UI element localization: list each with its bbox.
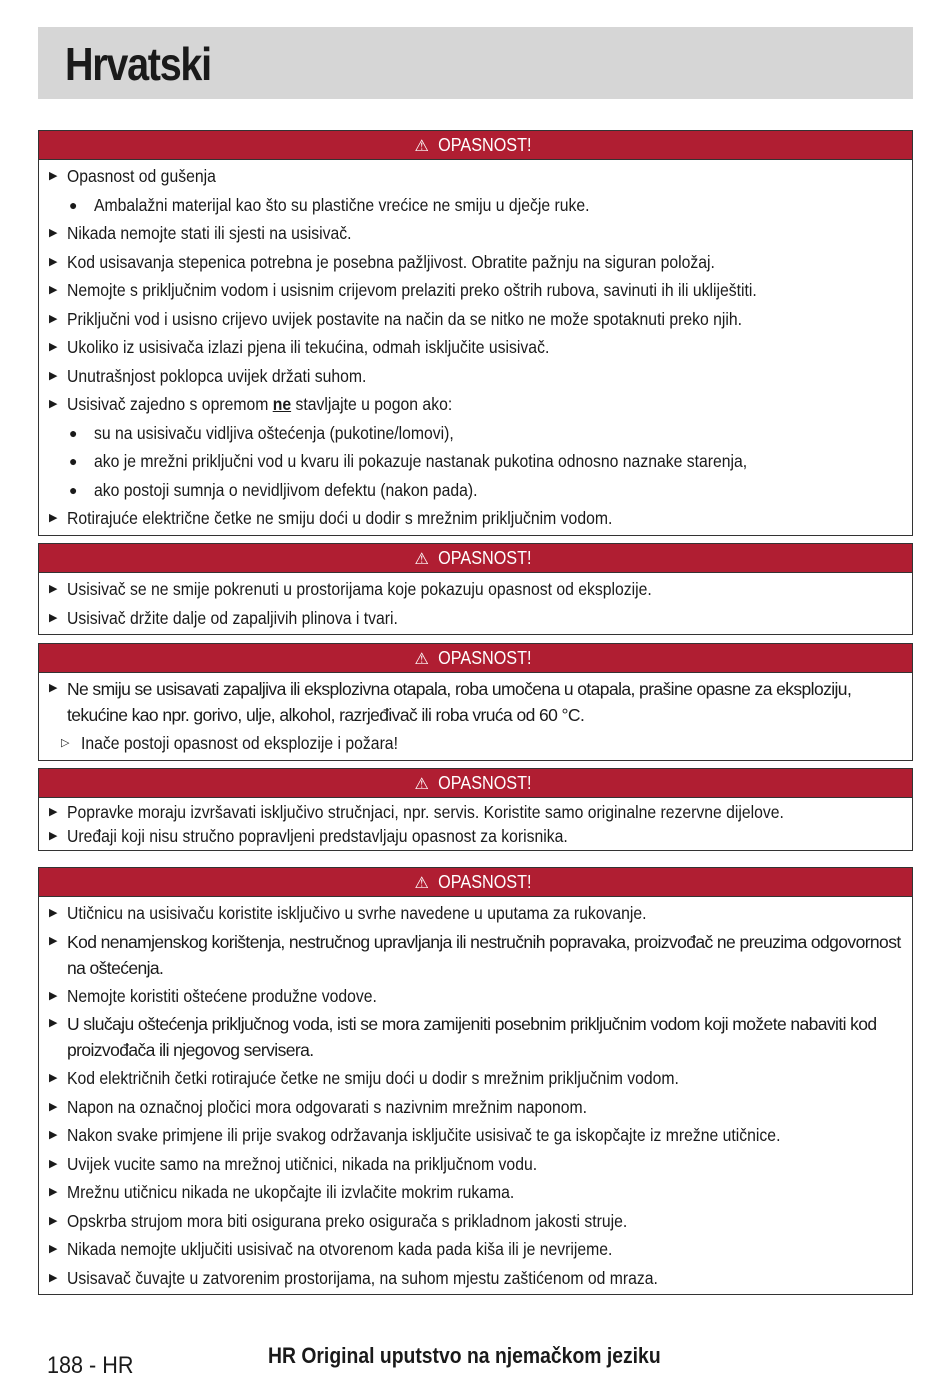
list-item: ▶ Utičnicu na usisivaču koristite isključivo u svrhe navedene u uputama za rukovanje. [39, 899, 912, 928]
danger-box-2 [38, 543, 913, 635]
list-item: ● ako postoji sumnja o nevidljivom defektu (nakon pada). [39, 476, 912, 505]
dot-icon: ● [69, 481, 78, 498]
danger-header: ⚠ OPASNOST! [39, 544, 912, 573]
list-item: ▶ Usisivač zajedno s opremom ne stavljajte u pogon ako: [39, 390, 912, 419]
triangle-right-icon: ▶ [49, 341, 58, 353]
danger-header: ⚠ OPASNOST! [39, 868, 912, 897]
list-item: ▶ Opskrba strujom mora biti osigurana preko osigurača s prikladnom jakosti struje. [39, 1207, 912, 1236]
danger-box-5 [38, 867, 913, 1295]
danger-box-1 [38, 130, 913, 536]
warning-triangle-icon: ⚠ [414, 776, 429, 793]
triangle-right-icon: ▶ [49, 284, 58, 296]
triangle-right-icon: ▶ [49, 227, 58, 239]
warning-triangle-icon: ⚠ [414, 875, 429, 892]
warning-triangle-icon: ⚠ [414, 138, 429, 155]
triangle-right-icon: ▶ [49, 583, 58, 595]
list-item: ▶ Priključni vod i usisno crijevo uvijek postavite na način da se nitko ne može spotaknuti preko njih. [39, 305, 912, 334]
list-item: ▶ Nakon svake primjene ili prije svakog održavanja isključite usisivač te ga iskopčajte iz mrežne utičnice. [39, 1121, 912, 1150]
list-item: ▶ Nemojte s priključnim vodom i usisnim crijevom prelaziti preko oštrih rubova, savinuti ih ili ukliještiti. [39, 276, 912, 305]
list-item: ● su na usisivaču vidljiva oštećenja (pukotine/lomovi), [39, 419, 912, 448]
triangle-right-icon: ▶ [49, 1243, 58, 1255]
open-triangle-icon: ▷ [61, 737, 70, 749]
triangle-right-icon: ▶ [49, 682, 58, 694]
list-item: ▶ Rotirajuće električne četke ne smiju doći u dodir s mrežnim priključnim vodom. [39, 504, 912, 533]
triangle-right-icon: ▶ [49, 1271, 58, 1284]
page-number: 188 - HR [47, 1352, 134, 1379]
danger-header: ⚠ OPASNOST! [39, 769, 912, 798]
list-item: ▶ Usisavač čuvajte u zatvorenim prostorijama, na suhom mjestu zaštićenom od mraza. [39, 1264, 912, 1293]
dot-icon: ● [69, 196, 78, 213]
list-item: ▶ Nikada nemojte stati ili sjesti na usisivač. [39, 219, 912, 248]
title-bar [38, 27, 913, 99]
list-item: ▶ Ne smiju se usisavati zapaljiva ili eksplozivna otapala, roba umočena u otapala, prašine opasne za eksploziju, tekućine kao npr. gorivo, ulje, alkohol, razrjeđivač ili roba vruća od 60 °C. [39, 675, 912, 729]
triangle-right-icon: ▶ [49, 369, 58, 382]
triangle-right-icon: ▶ [49, 170, 58, 182]
list-item: ▶ Opasnost od gušenja [39, 162, 912, 191]
triangle-right-icon: ▶ [49, 1129, 58, 1141]
list-item: ▶ Uređaji koji nisu stručno popravljeni predstavljaju opasnost za korisnika. [49, 826, 568, 846]
warning-triangle-icon: ⚠ [414, 651, 429, 668]
list-item: ▶ Kod usisavanja stepenica potrebna je posebna pažljivost. Obratite pažnju na siguran položaj. [39, 248, 912, 277]
list-item: ▶ Ukoliko iz usisivača izlazi pjena ili tekućina, odmah isključite usisivač. [39, 333, 912, 362]
dot-icon: ● [69, 453, 78, 469]
list-item: ▶ Kod električnih četki rotirajuće četke ne smiju doći u dodir s mrežnim priključnim vodom. [39, 1064, 912, 1093]
list-item: ▶ Usisivač se ne smije pokrenuti u prostorijama koje pokazuju opasnost od eksplozije. [39, 575, 912, 604]
list-item: ▶ Nikada nemojte uključiti usisivač na otvorenom kada pada kiša ili je nevrijeme. [39, 1235, 912, 1264]
list-item: ▶ Popravke moraju izvršavati isključivo stručnjaci, npr. servis. Koristite samo originalne rezervne dijelove. [49, 802, 784, 822]
document-title: HR Original uputstvo na njemačkom jeziku [268, 1343, 661, 1368]
list-item: ● Ambalažni materijal kao što su plastične vrećice ne smiju u dječje ruke. [39, 191, 912, 220]
list-item: ▶ Nemojte koristiti oštećene produžne vodove. [39, 982, 912, 1011]
triangle-right-icon: ▶ [49, 1214, 58, 1227]
triangle-right-icon: ▶ [49, 1186, 58, 1198]
triangle-right-icon: ▶ [49, 1072, 58, 1084]
list-item: ▶ U slučaju oštećenja priključnog voda, isti se mora zamijeniti posebnim priključnim vodom koji možete nabaviti kod proizvođača ili njegovog servisera. [39, 1010, 912, 1064]
triangle-right-icon: ▶ [49, 934, 58, 947]
triangle-right-icon: ▶ [49, 611, 58, 624]
dot-icon: ● [69, 424, 78, 441]
danger-box-4 [38, 768, 913, 851]
danger-box-3 [38, 643, 913, 761]
page-title: Hrvatski [65, 38, 211, 90]
triangle-right-icon: ▶ [49, 1017, 58, 1029]
triangle-right-icon: ▶ [49, 989, 58, 1002]
danger-header: ⚠ OPASNOST! [39, 644, 912, 673]
list-item: ● ako je mrežni priključni vod u kvaru ili pokazuje nastanak pukotina odnosno naznake starenja, [39, 447, 912, 476]
list-item: ▶ Uvijek vucite samo na mrežnoj utičnici, nikada na priključnom vodu. [39, 1150, 912, 1179]
triangle-right-icon: ▶ [49, 1100, 58, 1113]
danger-header: ⚠ OPASNOST! [39, 131, 912, 160]
triangle-right-icon: ▶ [49, 398, 58, 410]
list-item: ▷ Inače postoji opasnost od eksplozije i požara! [39, 729, 912, 758]
list-item: ▶ Usisivač držite dalje od zapaljivih plinova i tvari. [39, 604, 912, 633]
list-item: ▶ Napon na označnoj pločici mora odgovarati s nazivnim mrežnim naponom. [39, 1093, 912, 1122]
triangle-right-icon: ▶ [49, 806, 58, 818]
triangle-right-icon: ▶ [49, 512, 58, 524]
triangle-right-icon: ▶ [49, 907, 58, 919]
warning-triangle-icon: ⚠ [414, 551, 429, 568]
triangle-right-icon: ▶ [49, 830, 58, 842]
list-item: ▶ Kod nenamjenskog korištenja, nestručnog upravljanja ili nestručnih popravaka, proizvođač ne preuzima odgovornost na oštećenja. [39, 928, 912, 982]
triangle-right-icon: ▶ [49, 1157, 58, 1170]
triangle-right-icon: ▶ [49, 255, 58, 268]
triangle-right-icon: ▶ [49, 312, 58, 325]
list-item: ▶ Mrežnu utičnicu nikada ne ukopčajte ili izvlačite mokrim rukama. [39, 1178, 912, 1207]
list-item: ▶ Unutrašnjost poklopca uvijek držati suhom. [39, 362, 912, 391]
